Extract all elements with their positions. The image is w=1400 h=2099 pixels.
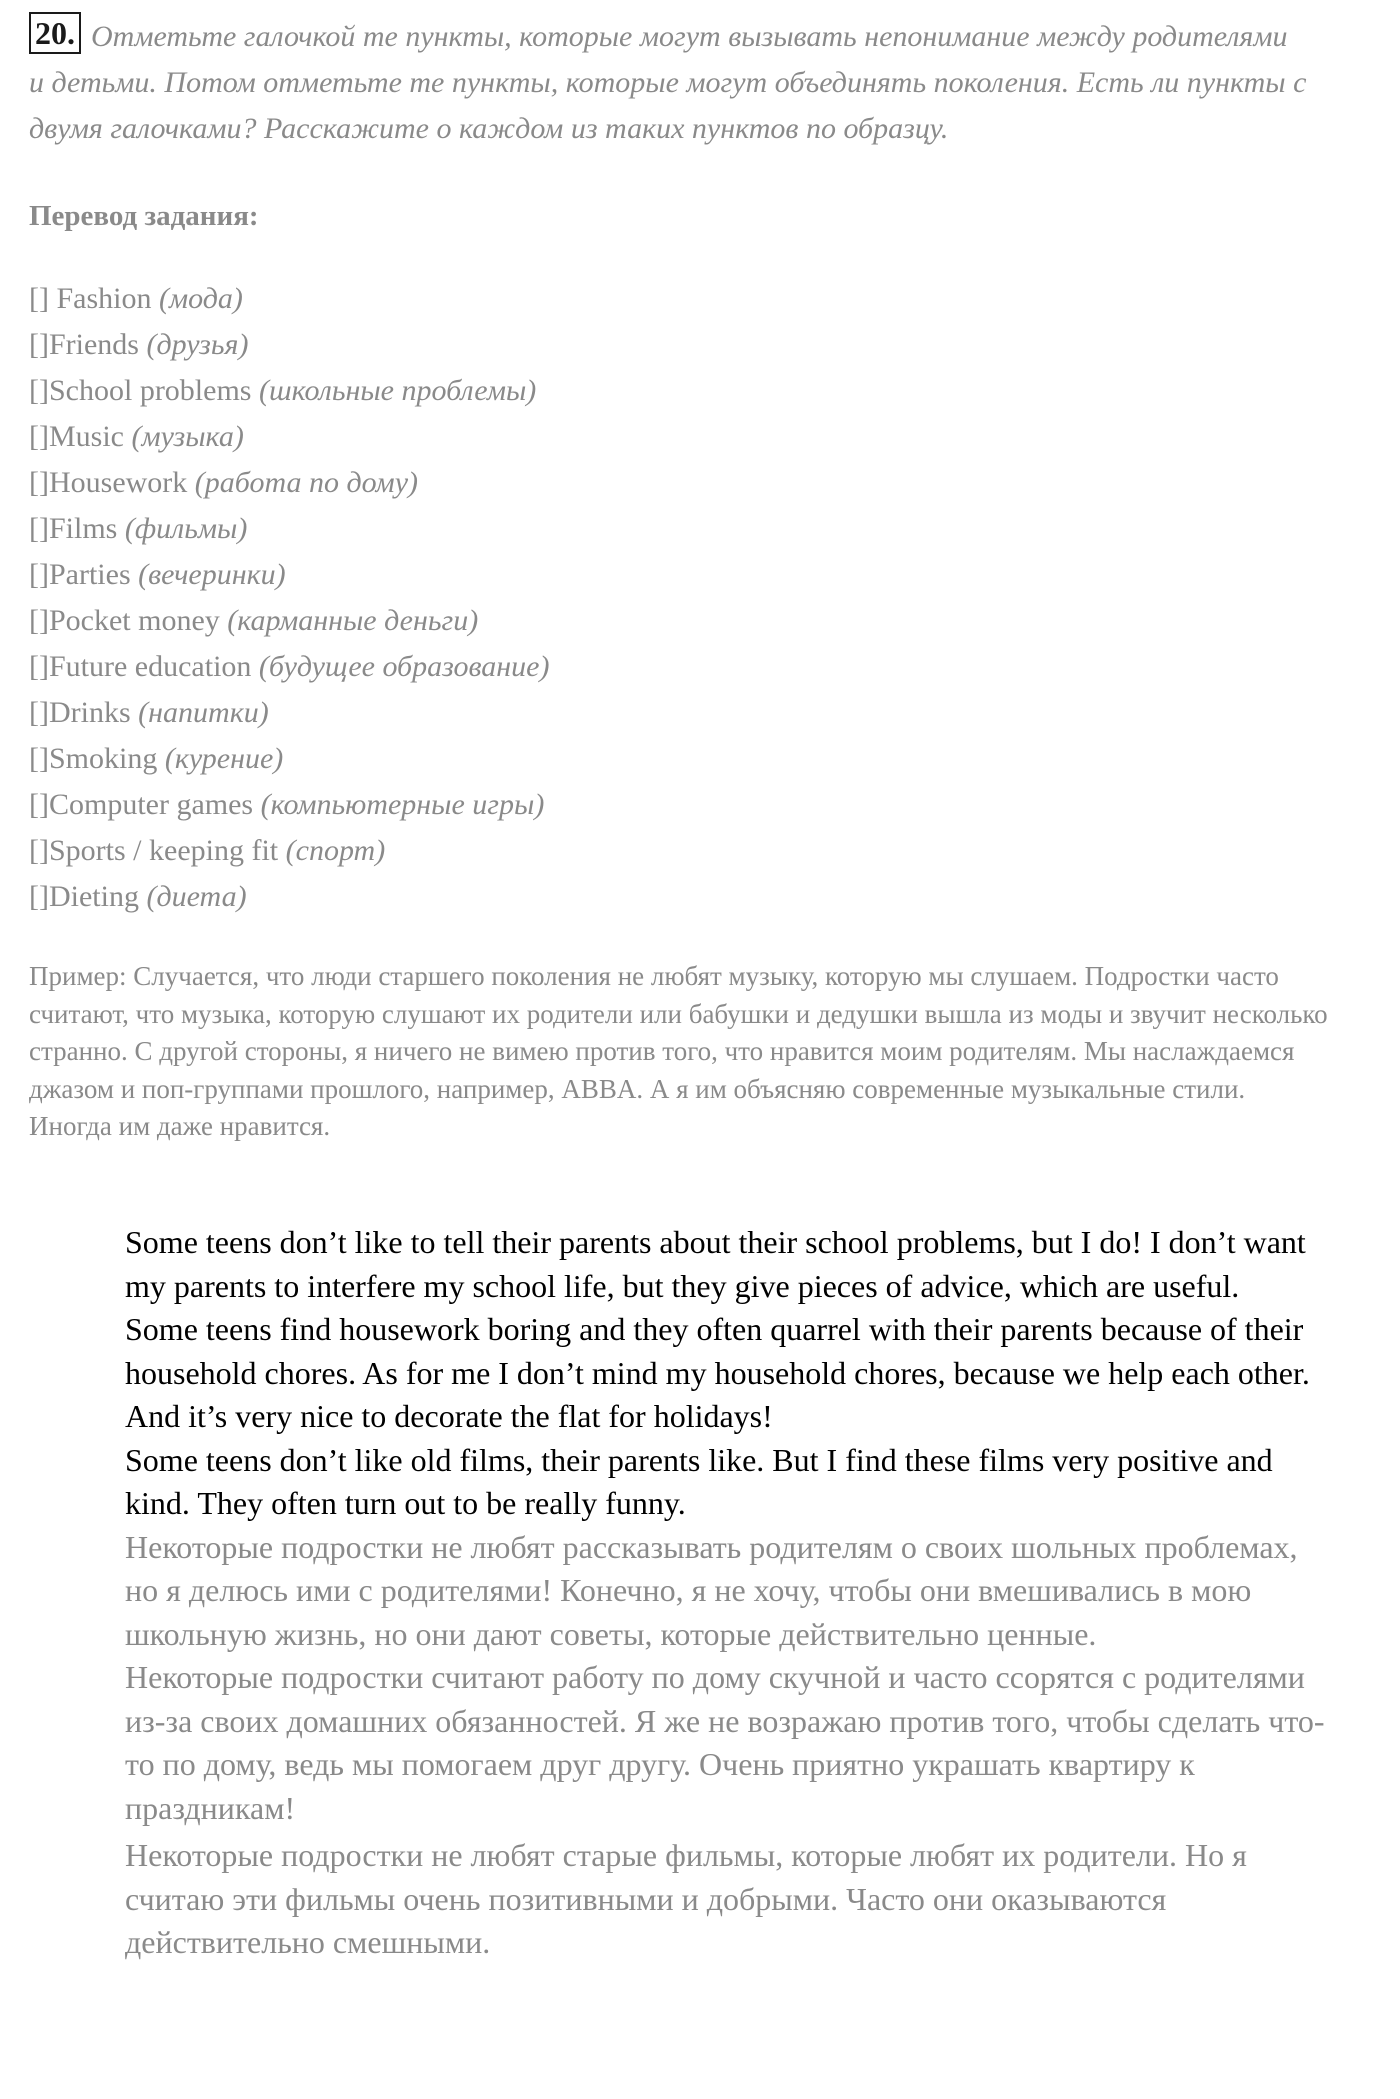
checklist-item-ru: (работа по дому) bbox=[194, 466, 418, 499]
checklist-item-en: []Drinks bbox=[29, 696, 131, 729]
task-instruction-block bbox=[29, 12, 1309, 152]
checklist-item-en: []Music bbox=[29, 420, 124, 453]
checklist-item-en: []Dieting bbox=[29, 880, 139, 913]
checklist-item bbox=[29, 598, 549, 644]
answer-block bbox=[125, 1221, 1325, 1965]
checklist-item-ru: (диета) bbox=[146, 880, 247, 913]
checklist-item-ru: (школьные проблемы) bbox=[258, 374, 537, 407]
checklist-item-en: []Computer games bbox=[29, 788, 254, 821]
task-number: 20. bbox=[29, 12, 81, 54]
checklist-item-en: []Pocket money bbox=[29, 604, 220, 637]
topic-checklist bbox=[29, 276, 549, 920]
checklist-item bbox=[29, 736, 549, 782]
answer-ru-paragraph: Некоторые подростки не любят рассказывать родителям о своих шольных проблемах, но я делюсь ими с родителями! Конечно, я не хочу, чтобы они вмешивались в мою школьную жизнь, но они дают советы, которые действительно ценные. bbox=[125, 1528, 1298, 1652]
answer-ru-paragraph: Некоторые подростки не любят старые фильмы, которые любят их родители. Но я считаю эти фильмы очень позитивными и добрыми. Часто они оказываются действительно смешными. bbox=[125, 1837, 1247, 1960]
answer-en-paragraph: Some teens don’t like old films, their parents like. But I find these films very positive and kind. They often turn out to be really funny. bbox=[125, 1441, 1273, 1521]
checklist-item-ru: (курение) bbox=[164, 742, 284, 775]
checklist-item bbox=[29, 276, 549, 322]
checklist-item-ru: (напитки) bbox=[138, 696, 269, 729]
checklist-item-en: []Parties bbox=[29, 558, 131, 591]
checklist-item bbox=[29, 874, 549, 920]
checklist-item bbox=[29, 322, 549, 368]
checklist-item-en: []Sports / keeping fit bbox=[29, 834, 279, 867]
checklist-item-ru: (друзья) bbox=[146, 328, 249, 361]
example-paragraph: Пример: Случается, что люди старшего поколения не любят музыку, которую мы слушаем. Подростки часто считают, что музыка, которую слушают их родители или бабушки и дедушки вышла из моды и звучит несколько странно. С другой стороны, я ничего не вимею против того, что нравится моим родителям. Мы наслаждаемся джазом и поп-группами прошлого, например, ABBA. А я им объясняю современные музыкальные стили. Иногда им даже нравится. bbox=[29, 961, 1328, 1141]
checklist-item-ru: (музыка) bbox=[131, 420, 244, 453]
checklist-item bbox=[29, 690, 549, 736]
checklist-item-ru: (фильмы) bbox=[124, 512, 248, 545]
checklist-item-en: []Films bbox=[29, 512, 118, 545]
checklist-item-en: [] Fashion bbox=[29, 282, 152, 315]
checklist-item-ru: (спорт) bbox=[285, 834, 386, 867]
checklist-item bbox=[29, 644, 549, 690]
answer-en-paragraph: Some teens find housework boring and they often quarrel with their parents because of their household chores. As for me I don’t mind my household chores, because we help each other. And it’s very nice to decorate the flat for holidays! bbox=[125, 1311, 1310, 1434]
checklist-item-en: []Future education bbox=[29, 650, 252, 683]
checklist-item-ru: (мода) bbox=[159, 282, 243, 315]
answer-ru-paragraph: Некоторые подростки считают работу по дому скучной и часто ссорятся с родителями из-за своих домашних обязанностей. Я же не возражаю против того, чтобы сделать что-то по дому, ведь мы помогаем друг другу. Очень приятно украшать квартиру к праздникам! bbox=[125, 1659, 1325, 1826]
checklist-item-en: []Friends bbox=[29, 328, 139, 361]
checklist-item bbox=[29, 414, 549, 460]
checklist-item-en: []Housework bbox=[29, 466, 188, 499]
checklist-item-ru: (будущее образование) bbox=[258, 650, 550, 683]
checklist-item bbox=[29, 506, 549, 552]
checklist-item-ru: (вечеринки) bbox=[138, 558, 286, 591]
checklist-item-ru: (карманные деньги) bbox=[227, 604, 479, 637]
checklist-item-ru: (компьютерные игры) bbox=[260, 788, 545, 821]
checklist-item-en: []School problems bbox=[29, 374, 252, 407]
checklist-item-en: []Smoking bbox=[29, 742, 158, 775]
answer-en-paragraph: Some teens don’t like to tell their parents about their school problems, but I do! I don’t want my parents to interfere my school life, but they give pieces of advice, which are useful. bbox=[125, 1224, 1306, 1304]
checklist-item bbox=[29, 552, 549, 598]
checklist-item bbox=[29, 782, 549, 828]
checklist-item bbox=[29, 828, 549, 874]
checklist-item bbox=[29, 460, 549, 506]
translation-heading: Перевод задания: bbox=[29, 200, 259, 232]
checklist-item bbox=[29, 368, 549, 414]
task-instruction: Отметьте галочкой те пункты, которые могут вызывать непонимание между родителями и детьми. Потом отметьте те пункты, которые могут объединять поколения. Есть ли пункты с двумя галочками? Расскажите о каждом из таких пунктов по образцу. bbox=[29, 20, 1307, 145]
